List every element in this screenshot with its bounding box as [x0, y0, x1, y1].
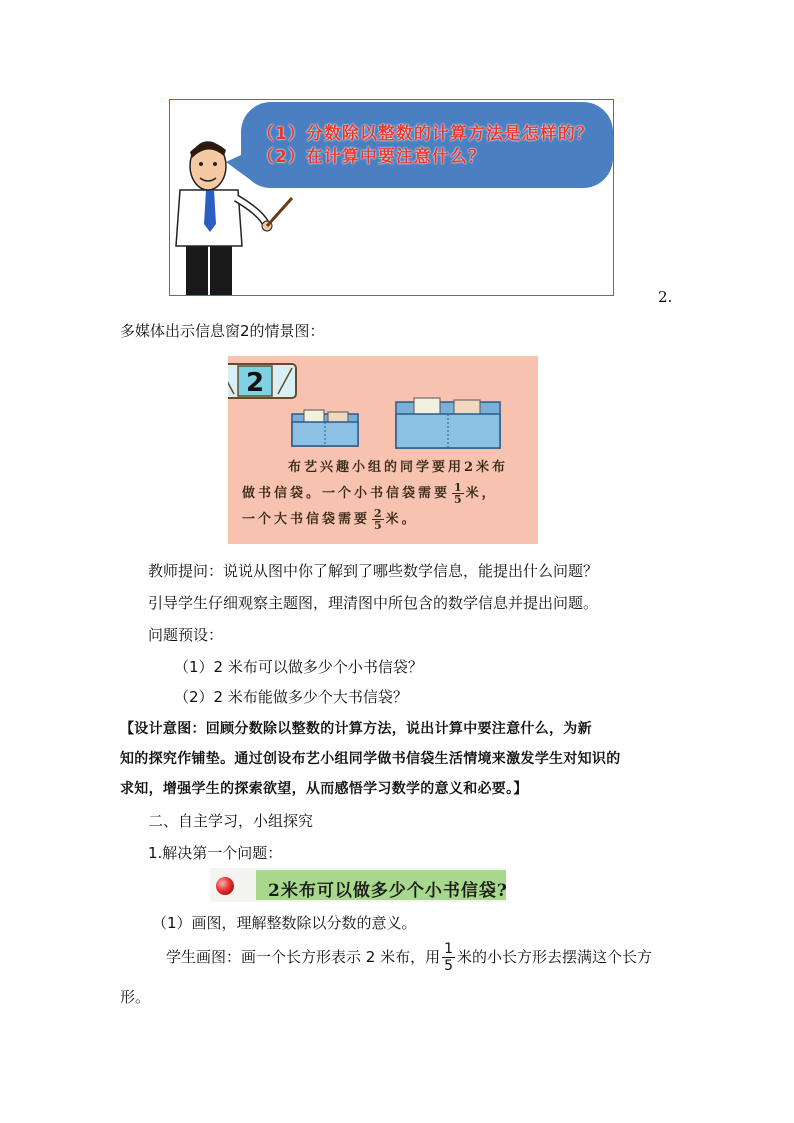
banner-box — [256, 870, 506, 900]
student-draw-line: 学生画图：画一个长方形表示 2 米布，用 $\frac{1}{5}$ 米的小长方形去摆满这个长方 — [166, 941, 653, 974]
bubble-question-2: （2）在计算中要注意什么？ — [257, 147, 486, 167]
draw-title: （1）画图，理解整数除以分数的意义。 — [152, 914, 417, 932]
teacher-figure — [169, 99, 614, 296]
question-banner — [210, 868, 506, 902]
design-intent-line-1: 【设计意图：回顾分数除以整数的计算方法，说出计算中要注意什么，为新 — [120, 721, 592, 737]
fraction-one-fifth: $\frac{1}{5}$ — [454, 481, 462, 506]
teacher-question: 教师提问：说说从图中你了解到了哪些数学信息，能提出什么问题？ — [148, 562, 599, 580]
preset-title: 问题预设： — [148, 626, 224, 644]
design-intent-line-2: 知的探究作铺垫。通过创设布艺小组同学做书信袋生活情境来激发学生对知识的 — [120, 751, 621, 767]
window-number-badge-icon — [228, 360, 298, 400]
design-intent-line-3: 求知，增强学生的探索欲望，从而感悟学习数学的意义和必要。】 — [120, 781, 528, 797]
step-1-title: 1.解决第一个问题： — [148, 844, 283, 862]
small-bag-icon — [290, 408, 360, 448]
red-ball-icon — [216, 877, 234, 895]
window-number: 2 — [245, 368, 265, 398]
large-bag-icon — [394, 396, 502, 450]
item-number-2: 2. — [658, 288, 673, 306]
fraction-two-fifths: $\frac{2}{5}$ — [374, 507, 382, 532]
guide-line: 引导学生仔细观察主题图，理清图中所包含的数学信息并提出问题。 — [148, 594, 599, 612]
preset-question-2: （2）2 米布能做多少个大书信袋？ — [174, 688, 408, 706]
speech-bubble — [241, 102, 613, 188]
fraction-one-fifth-inline: $\frac{1}{5}$ — [444, 941, 454, 974]
preset-question-1: （1）2 米布可以做多少个小书信袋？ — [174, 658, 423, 676]
banner-text: 2米布可以做多少个小书信袋? — [268, 881, 508, 901]
info-window-figure — [228, 356, 538, 544]
multimedia-line: 多媒体出示信息窗2的情景图： — [120, 322, 325, 340]
bubble-question-1: （1）分数除以整数的计算方法是怎样的？ — [257, 124, 594, 144]
info-text-line-3: 一个大书信袋需要 $\frac{2}{5}$ 米。 — [242, 507, 418, 532]
section-2-title: 二、自主学习，小组探究 — [148, 812, 314, 830]
info-text-line-1: 布艺兴趣小组的同学要用2米布 — [288, 460, 509, 475]
info-text-line-2: 做书信袋。一个小书信袋需要 $\frac{1}{5}$ 米， — [242, 481, 498, 506]
student-draw-line-end: 形。 — [120, 988, 151, 1006]
